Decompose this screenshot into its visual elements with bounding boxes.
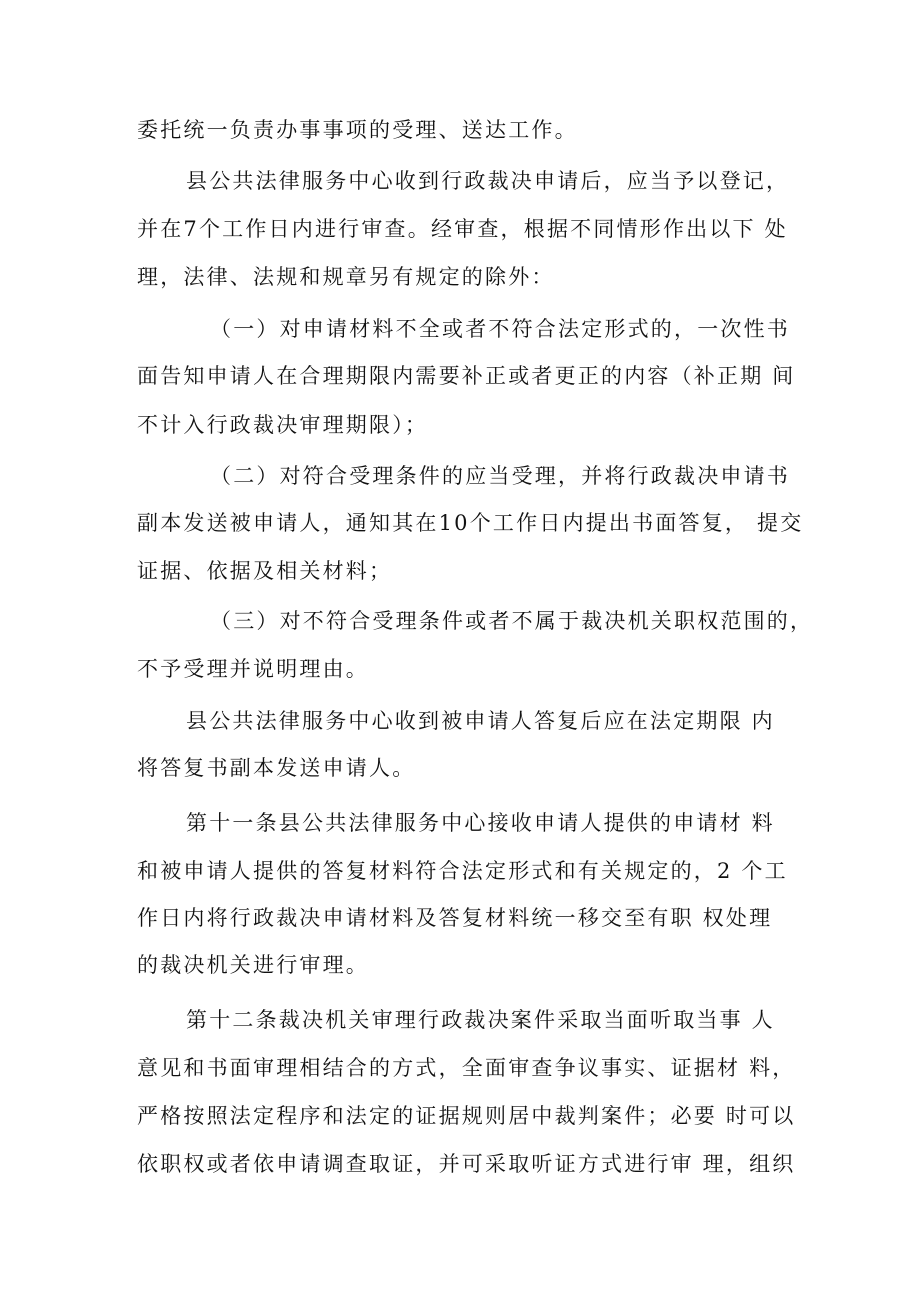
text-line-6: 面告知申请人在合理期限内需要补正或者更正的内容（补正期 间 <box>137 364 796 388</box>
text-line-17: 作日内将行政裁决申请材料及答复材料统一移交至有职 权处理 <box>137 906 773 930</box>
text-line-14: 将答复书副本发送申请人。 <box>137 756 416 780</box>
text-line-21: 严格按照法定程序和法定的证据规则居中裁判案件；必要 时可以 <box>137 1104 796 1128</box>
text-line-10: 证据、依据及相关材料； <box>137 559 393 583</box>
text-line-16: 和被申请人提供的答复材料符合法定形式和有关规定的，2 个工 <box>137 859 788 883</box>
text-line-1: 委托统一负责办事事项的受理、送达工作。 <box>137 118 578 142</box>
text-line-20: 意见和书面审理相结合的方式，全面审查争议事实、证据材 料， <box>137 1056 796 1080</box>
text-line-18: 的裁决机关进行审理。 <box>137 953 369 977</box>
text-line-22: 依职权或者依申请调查取证，并可采取听证方式进行审 理，组织 <box>137 1152 796 1176</box>
text-line-7: 不计入行政裁决审理期限）； <box>137 413 429 437</box>
text-line-4: 理，法律、法规和规章另有规定的除外： <box>137 265 555 289</box>
text-line-3: 并在7个工作日内进行审查。经审查，根据不同情形作出以下 处 <box>137 217 788 241</box>
text-line-13: 县公共法律服务中心收到被申请人答复后应在法定期限 内 <box>186 709 775 733</box>
text-line-15: 第十一条县公共法律服务中心接收申请人提供的申请材 料 <box>186 811 775 835</box>
text-line-5: （一）对申请材料不全或者不符合法定形式的，一次性书 <box>210 317 790 341</box>
text-line-11: （三）对不符合受理条件或者不属于裁决机关职权范围的， <box>210 609 814 633</box>
text-line-19: 第十二条裁决机关审理行政裁决案件采取当面听取当事 人 <box>186 1008 775 1032</box>
text-line-8: （二）对符合受理条件的应当受理，并将行政裁决申请书 <box>210 464 790 488</box>
text-line-9: 副本发送被申请人，通知其在10个工作日内提出书面答复， 提交 <box>137 511 804 535</box>
text-line-12: 不予受理并说明理由。 <box>137 657 369 681</box>
text-line-2: 县公共法律服务中心收到行政裁决申请后，应当予以登记， <box>186 169 790 193</box>
